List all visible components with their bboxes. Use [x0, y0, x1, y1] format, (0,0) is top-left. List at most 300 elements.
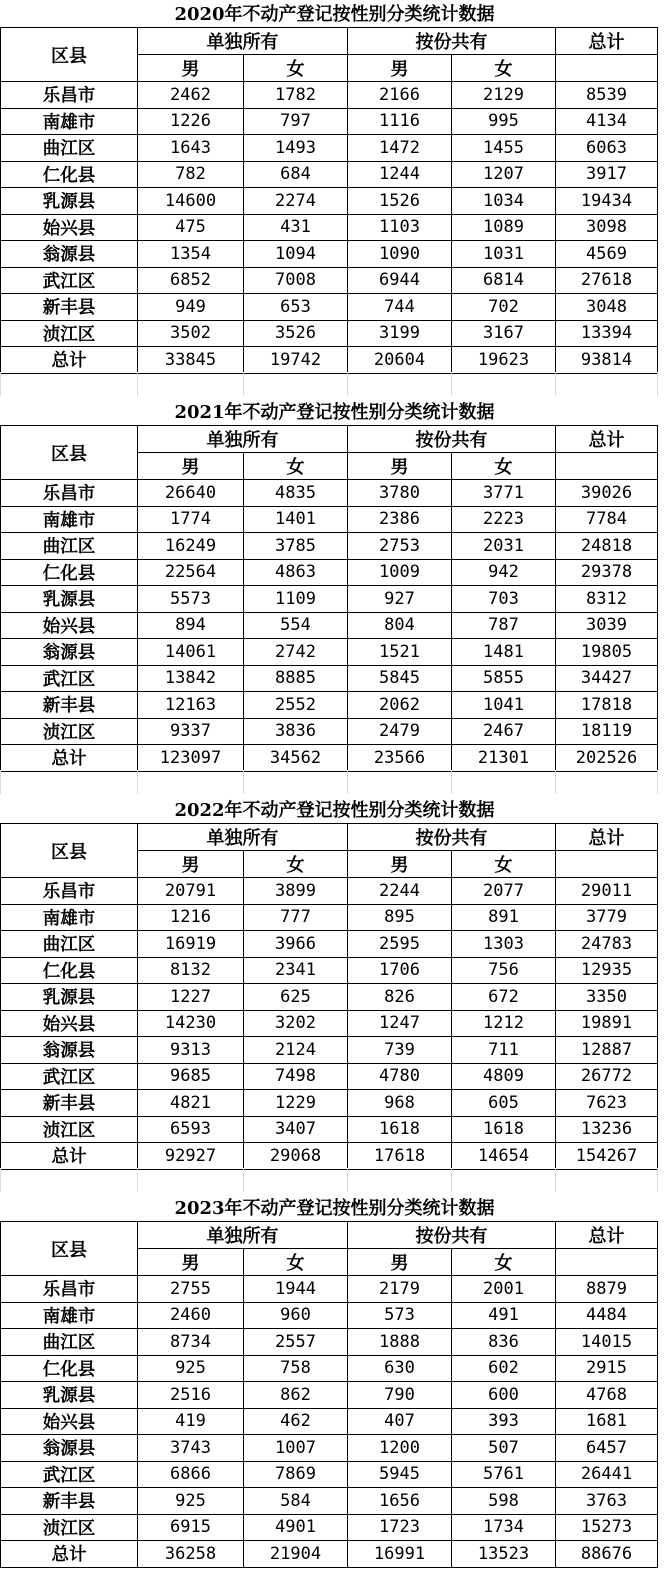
table-row: [1, 1143, 658, 1170]
value-cell: 3202: [244, 1010, 348, 1037]
district-name-cell: 始兴县: [1, 1010, 138, 1037]
value-cell: 602: [452, 1355, 556, 1382]
value-cell: 684: [244, 161, 348, 188]
district-name-cell: 总计: [1, 745, 138, 772]
table-title: 2022年不动产登记按性别分类统计数据: [174, 800, 495, 821]
value-cell: 797: [244, 108, 348, 135]
stats-table: [0, 27, 658, 374]
value-cell: 15273: [556, 1514, 658, 1541]
value-cell: 9313: [138, 1037, 244, 1064]
value-cell: 2557: [244, 1329, 348, 1356]
district-name-cell: 乐昌市: [1, 480, 138, 507]
table-row: [1, 586, 658, 613]
value-cell: 826: [348, 984, 452, 1011]
value-cell: 6063: [556, 135, 658, 162]
value-cell: 26772: [556, 1063, 658, 1090]
empty-cell: [244, 770, 348, 794]
value-cell: 14654: [452, 1143, 556, 1170]
value-cell: 491: [452, 1302, 556, 1329]
table-row: [1, 214, 658, 241]
value-cell: 16991: [348, 1541, 452, 1568]
value-cell: 3526: [244, 320, 348, 347]
table-title: 2023年不动产登记按性别分类统计数据: [174, 1198, 495, 1219]
value-cell: 5573: [138, 586, 244, 613]
value-cell: 2479: [348, 718, 452, 745]
empty-cell: [1, 770, 138, 794]
male-header: 男: [348, 851, 452, 878]
value-cell: 9685: [138, 1063, 244, 1090]
spacer-row: [0, 770, 669, 796]
total-header: 总计: [556, 426, 658, 453]
value-cell: 2386: [348, 506, 452, 533]
value-cell: 782: [138, 161, 244, 188]
value-cell: 13523: [452, 1541, 556, 1568]
stats-table: [0, 1221, 658, 1568]
value-cell: 12163: [138, 692, 244, 719]
female-header: 女: [244, 1249, 348, 1276]
value-cell: 8879: [556, 1276, 658, 1303]
table-row: [1, 135, 658, 162]
value-cell: 17818: [556, 692, 658, 719]
shared-ownership-header: 按份共有: [348, 426, 556, 453]
value-cell: 13842: [138, 665, 244, 692]
value-cell: 20604: [348, 347, 452, 374]
table-row: [1, 612, 658, 639]
value-cell: 2595: [348, 931, 452, 958]
value-cell: 2031: [452, 533, 556, 560]
value-cell: 2077: [452, 878, 556, 905]
value-cell: 653: [244, 294, 348, 321]
stats-table-block: [0, 796, 669, 1194]
table-row: [1, 1116, 658, 1143]
empty-cell: [138, 1168, 244, 1192]
district-header: 区县: [1, 426, 138, 480]
district-header: 区县: [1, 28, 138, 82]
value-cell: 2460: [138, 1302, 244, 1329]
value-cell: 1216: [138, 904, 244, 931]
header-row-group: [1, 1222, 658, 1249]
value-cell: 6593: [138, 1116, 244, 1143]
value-cell: 1455: [452, 135, 556, 162]
value-cell: 431: [244, 214, 348, 241]
district-name-cell: 总计: [1, 1143, 138, 1170]
value-cell: 3098: [556, 214, 658, 241]
value-cell: 1723: [348, 1514, 452, 1541]
value-cell: 2742: [244, 639, 348, 666]
spacer-row: [0, 372, 669, 398]
value-cell: 2001: [452, 1276, 556, 1303]
table-row: [1, 692, 658, 719]
district-name-cell: 始兴县: [1, 1408, 138, 1435]
value-cell: 2341: [244, 957, 348, 984]
value-cell: 4809: [452, 1063, 556, 1090]
value-cell: 1774: [138, 506, 244, 533]
value-cell: 1618: [348, 1116, 452, 1143]
value-cell: 2552: [244, 692, 348, 719]
value-cell: 4835: [244, 480, 348, 507]
value-cell: 1041: [452, 692, 556, 719]
value-cell: 4768: [556, 1382, 658, 1409]
value-cell: 12935: [556, 957, 658, 984]
empty-cell: [138, 770, 244, 794]
value-cell: 29378: [556, 559, 658, 586]
stats-table-block: [0, 1194, 669, 1592]
value-cell: 3771: [452, 480, 556, 507]
empty-cell: [556, 372, 658, 396]
table-row: [1, 1276, 658, 1303]
value-cell: 2062: [348, 692, 452, 719]
value-cell: 1643: [138, 135, 244, 162]
district-name-cell: 南雄市: [1, 904, 138, 931]
value-cell: 1227: [138, 984, 244, 1011]
value-cell: 1656: [348, 1488, 452, 1515]
value-cell: 3836: [244, 718, 348, 745]
value-cell: 18119: [556, 718, 658, 745]
table-row: [1, 294, 658, 321]
district-name-cell: 乳源县: [1, 984, 138, 1011]
header-row-group: [1, 426, 658, 453]
value-cell: 600: [452, 1382, 556, 1409]
district-name-cell: 曲江区: [1, 533, 138, 560]
value-cell: 1226: [138, 108, 244, 135]
empty-cell: [556, 851, 658, 878]
shared-ownership-header: 按份共有: [348, 824, 556, 851]
table-row: [1, 241, 658, 268]
value-cell: 790: [348, 1382, 452, 1409]
value-cell: 4134: [556, 108, 658, 135]
value-cell: 19742: [244, 347, 348, 374]
district-header: 区县: [1, 824, 138, 878]
table-row: [1, 1541, 658, 1568]
value-cell: 7869: [244, 1461, 348, 1488]
value-cell: 6814: [452, 267, 556, 294]
value-cell: 702: [452, 294, 556, 321]
value-cell: 14600: [138, 188, 244, 215]
empty-cell: [452, 372, 556, 396]
value-cell: 758: [244, 1355, 348, 1382]
value-cell: 3502: [138, 320, 244, 347]
table-row: [1, 957, 658, 984]
value-cell: 949: [138, 294, 244, 321]
table-row: [1, 1037, 658, 1064]
value-cell: 925: [138, 1355, 244, 1382]
value-cell: 2467: [452, 718, 556, 745]
value-cell: 5945: [348, 1461, 452, 1488]
value-cell: 34562: [244, 745, 348, 772]
value-cell: 4484: [556, 1302, 658, 1329]
table-row: [1, 267, 658, 294]
table-row: [1, 984, 658, 1011]
table-row: [1, 188, 658, 215]
value-cell: 4821: [138, 1090, 244, 1117]
total-header: 总计: [556, 28, 658, 55]
value-cell: 9337: [138, 718, 244, 745]
table-row: [1, 347, 658, 374]
value-cell: 3350: [556, 984, 658, 1011]
value-cell: 14061: [138, 639, 244, 666]
district-name-cell: 浈江区: [1, 320, 138, 347]
value-cell: 968: [348, 1090, 452, 1117]
table-row: [1, 1435, 658, 1462]
value-cell: 3966: [244, 931, 348, 958]
male-header: 男: [138, 55, 244, 82]
district-name-cell: 仁化县: [1, 559, 138, 586]
value-cell: 19891: [556, 1010, 658, 1037]
spacer-row: [0, 1168, 669, 1194]
female-header: 女: [452, 1249, 556, 1276]
value-cell: 17618: [348, 1143, 452, 1170]
district-name-cell: 始兴县: [1, 214, 138, 241]
value-cell: 1212: [452, 1010, 556, 1037]
value-cell: 24783: [556, 931, 658, 958]
value-cell: 2179: [348, 1276, 452, 1303]
value-cell: 2244: [348, 878, 452, 905]
district-header: 区县: [1, 1222, 138, 1276]
value-cell: 6852: [138, 267, 244, 294]
district-name-cell: 武江区: [1, 665, 138, 692]
male-header: 男: [348, 1249, 452, 1276]
value-cell: 1472: [348, 135, 452, 162]
value-cell: 154267: [556, 1143, 658, 1170]
value-cell: 14230: [138, 1010, 244, 1037]
value-cell: 625: [244, 984, 348, 1011]
value-cell: 26640: [138, 480, 244, 507]
value-cell: 22564: [138, 559, 244, 586]
district-name-cell: 总计: [1, 1541, 138, 1568]
district-name-cell: 浈江区: [1, 1514, 138, 1541]
value-cell: 1303: [452, 931, 556, 958]
value-cell: 3899: [244, 878, 348, 905]
value-cell: 21301: [452, 745, 556, 772]
value-cell: 2753: [348, 533, 452, 560]
value-cell: 462: [244, 1408, 348, 1435]
value-cell: 3199: [348, 320, 452, 347]
sole-ownership-header: 单独所有: [138, 824, 348, 851]
value-cell: 756: [452, 957, 556, 984]
value-cell: 393: [452, 1408, 556, 1435]
table-row: [1, 931, 658, 958]
value-cell: 787: [452, 612, 556, 639]
district-name-cell: 新丰县: [1, 1090, 138, 1117]
table-row: [1, 665, 658, 692]
value-cell: 202526: [556, 745, 658, 772]
table-row: [1, 82, 658, 109]
empty-cell: [244, 372, 348, 396]
stats-table-block: [0, 0, 669, 398]
female-header: 女: [452, 851, 556, 878]
value-cell: 123097: [138, 745, 244, 772]
table-row: [1, 320, 658, 347]
district-name-cell: 仁化县: [1, 161, 138, 188]
district-name-cell: 南雄市: [1, 506, 138, 533]
value-cell: 13394: [556, 320, 658, 347]
value-cell: 4569: [556, 241, 658, 268]
value-cell: 1354: [138, 241, 244, 268]
value-cell: 3780: [348, 480, 452, 507]
value-cell: 739: [348, 1037, 452, 1064]
value-cell: 1207: [452, 161, 556, 188]
value-cell: 1706: [348, 957, 452, 984]
value-cell: 1401: [244, 506, 348, 533]
female-header: 女: [244, 55, 348, 82]
table-row: [1, 878, 658, 905]
empty-cell: [348, 770, 452, 794]
value-cell: 3917: [556, 161, 658, 188]
value-cell: 554: [244, 612, 348, 639]
district-name-cell: 新丰县: [1, 1488, 138, 1515]
value-cell: 1103: [348, 214, 452, 241]
value-cell: 804: [348, 612, 452, 639]
empty-cell: [138, 372, 244, 396]
district-name-cell: 南雄市: [1, 108, 138, 135]
value-cell: 1247: [348, 1010, 452, 1037]
shared-ownership-header: 按份共有: [348, 28, 556, 55]
district-name-cell: 翁源县: [1, 639, 138, 666]
value-cell: 1031: [452, 241, 556, 268]
table-row: [1, 904, 658, 931]
value-cell: 8132: [138, 957, 244, 984]
value-cell: 19805: [556, 639, 658, 666]
value-cell: 3785: [244, 533, 348, 560]
value-cell: 8312: [556, 586, 658, 613]
table-row: [1, 1382, 658, 1409]
value-cell: 23566: [348, 745, 452, 772]
empty-cell: [556, 453, 658, 480]
sole-ownership-header: 单独所有: [138, 28, 348, 55]
value-cell: 88676: [556, 1541, 658, 1568]
district-name-cell: 始兴县: [1, 612, 138, 639]
header-row-group: [1, 824, 658, 851]
value-cell: 14015: [556, 1329, 658, 1356]
value-cell: 1782: [244, 82, 348, 109]
value-cell: 4863: [244, 559, 348, 586]
table-row: [1, 480, 658, 507]
value-cell: 3743: [138, 1435, 244, 1462]
value-cell: 5761: [452, 1461, 556, 1488]
female-header: 女: [452, 55, 556, 82]
empty-cell: [452, 1168, 556, 1192]
value-cell: 925: [138, 1488, 244, 1515]
value-cell: 1229: [244, 1090, 348, 1117]
total-header: 总计: [556, 824, 658, 851]
value-cell: 573: [348, 1302, 452, 1329]
table-row: [1, 718, 658, 745]
value-cell: 927: [348, 586, 452, 613]
value-cell: 475: [138, 214, 244, 241]
sole-ownership-header: 单独所有: [138, 426, 348, 453]
value-cell: 1116: [348, 108, 452, 135]
district-name-cell: 乐昌市: [1, 878, 138, 905]
header-row-group: [1, 28, 658, 55]
value-cell: 703: [452, 586, 556, 613]
value-cell: 12887: [556, 1037, 658, 1064]
table-row: [1, 161, 658, 188]
value-cell: 7623: [556, 1090, 658, 1117]
value-cell: 1526: [348, 188, 452, 215]
district-name-cell: 曲江区: [1, 1329, 138, 1356]
table-row: [1, 506, 658, 533]
value-cell: 3763: [556, 1488, 658, 1515]
district-name-cell: 浈江区: [1, 718, 138, 745]
value-cell: 895: [348, 904, 452, 931]
table-row: [1, 559, 658, 586]
value-cell: 507: [452, 1435, 556, 1462]
table-row: [1, 1461, 658, 1488]
value-cell: 777: [244, 904, 348, 931]
value-cell: 1888: [348, 1329, 452, 1356]
empty-cell: [348, 1168, 452, 1192]
district-name-cell: 新丰县: [1, 294, 138, 321]
value-cell: 8885: [244, 665, 348, 692]
value-cell: 5845: [348, 665, 452, 692]
value-cell: 942: [452, 559, 556, 586]
value-cell: 1109: [244, 586, 348, 613]
value-cell: 6915: [138, 1514, 244, 1541]
district-name-cell: 乐昌市: [1, 1276, 138, 1303]
value-cell: 27618: [556, 267, 658, 294]
value-cell: 2223: [452, 506, 556, 533]
female-header: 女: [244, 453, 348, 480]
shared-ownership-header: 按份共有: [348, 1222, 556, 1249]
value-cell: 584: [244, 1488, 348, 1515]
district-name-cell: 南雄市: [1, 1302, 138, 1329]
table-row: [1, 1090, 658, 1117]
value-cell: 1618: [452, 1116, 556, 1143]
value-cell: 2755: [138, 1276, 244, 1303]
empty-cell: [1, 372, 138, 396]
table-row: [1, 533, 658, 560]
value-cell: 995: [452, 108, 556, 135]
value-cell: 6866: [138, 1461, 244, 1488]
district-name-cell: 曲江区: [1, 135, 138, 162]
district-name-cell: 曲江区: [1, 931, 138, 958]
value-cell: 891: [452, 904, 556, 931]
value-cell: 13236: [556, 1116, 658, 1143]
value-cell: 2124: [244, 1037, 348, 1064]
value-cell: 1944: [244, 1276, 348, 1303]
value-cell: 1094: [244, 241, 348, 268]
table-row: [1, 1355, 658, 1382]
female-header: 女: [244, 851, 348, 878]
value-cell: 33845: [138, 347, 244, 374]
stats-table-block: [0, 398, 669, 796]
table-title: 2020年不动产登记按性别分类统计数据: [174, 4, 495, 25]
value-cell: 36258: [138, 1541, 244, 1568]
table-row: [1, 1302, 658, 1329]
male-header: 男: [348, 55, 452, 82]
value-cell: 24818: [556, 533, 658, 560]
district-name-cell: 总计: [1, 347, 138, 374]
value-cell: 1009: [348, 559, 452, 586]
value-cell: 407: [348, 1408, 452, 1435]
value-cell: 1481: [452, 639, 556, 666]
value-cell: 5855: [452, 665, 556, 692]
value-cell: 34427: [556, 665, 658, 692]
table-row: [1, 1063, 658, 1090]
value-cell: 1493: [244, 135, 348, 162]
value-cell: 92927: [138, 1143, 244, 1170]
district-name-cell: 乳源县: [1, 188, 138, 215]
value-cell: 29011: [556, 878, 658, 905]
total-header: 总计: [556, 1222, 658, 1249]
table-row: [1, 639, 658, 666]
district-name-cell: 武江区: [1, 267, 138, 294]
value-cell: 1034: [452, 188, 556, 215]
value-cell: 836: [452, 1329, 556, 1356]
value-cell: 26441: [556, 1461, 658, 1488]
value-cell: 2462: [138, 82, 244, 109]
district-name-cell: 翁源县: [1, 241, 138, 268]
